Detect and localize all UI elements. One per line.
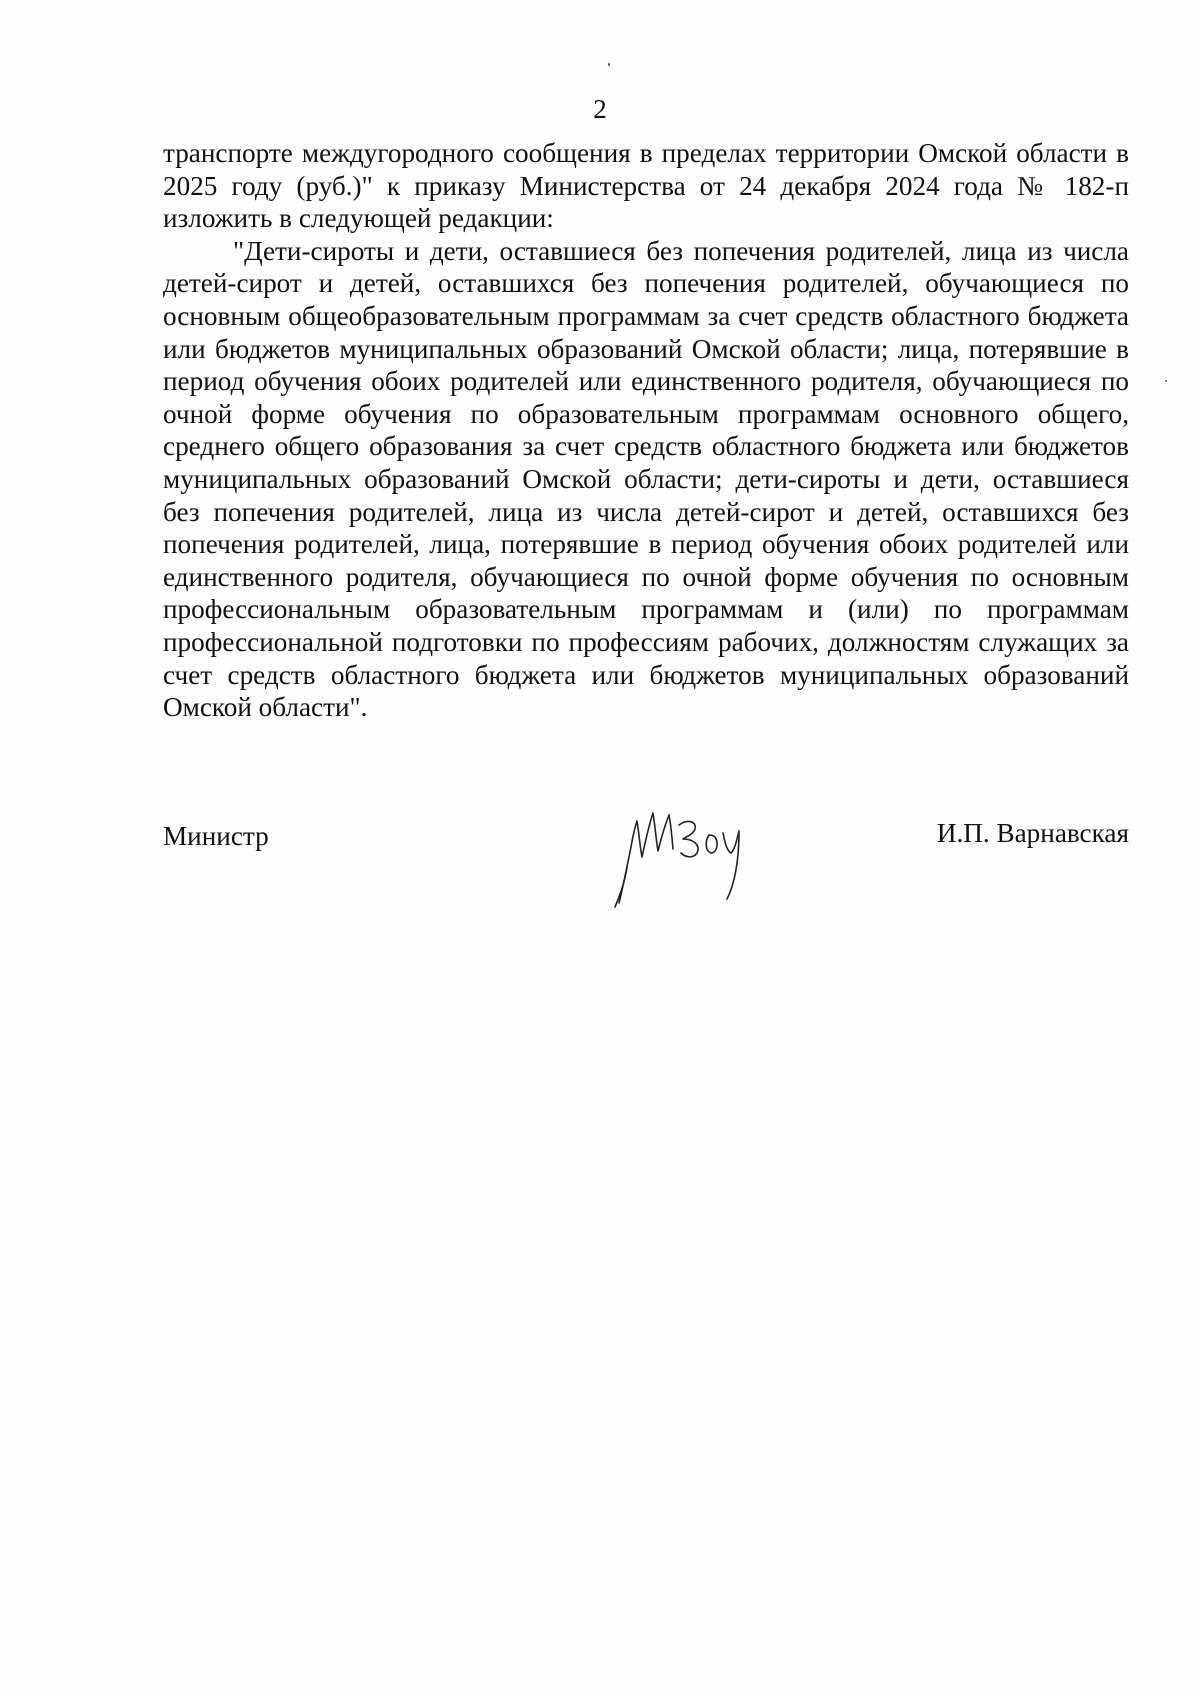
handwritten-signature <box>605 795 805 925</box>
paragraph-amended-text: "Дети-сироты и дети, оставшиеся без попечения родителей, лица из числа детей-сирот и детей, оставшихся без попечения родителей, обучающиеся по основным общеобразовательным программам за счет средств областного бюджета или бюджетов муниципальных образований Омской области; лица, потерявшие в период обучения обоих родителей или единственного родителя, обучающиеся по очной форме обучения по образовательным программам основного общего, среднего общего образования за счет средств областного бюджета или бюджетов муниципальных образований Омской области; дети-сироты и дети, оставшиеся без попечения родителей, лица из числа детей-сирот и детей, оставшихся без попечения родителей, лица, потерявшие в период обучения обоих родителей или единственного родителя, обучающиеся по очной форме обучения по основным профессиональным образовательным программам и (или) по программам профессиональной подготовки по профессиям рабочих, должностям служащих за счет средств областного бюджета или бюджетов муниципальных образований Омской области". <box>163 235 1129 723</box>
scan-speck <box>1165 380 1167 382</box>
paragraph-continuation: транспорте междугородного сообщения в пределах территории Омской области в 2025 году (руб.)" к приказу Министерства от 24 декабря 2024 года № 182-п изложить в следующей редакции: <box>163 138 1129 234</box>
scan-speck <box>608 63 610 66</box>
signatory-name: И.П. Варнавская <box>936 818 1129 848</box>
page-number: 2 <box>593 94 607 124</box>
document-body <box>163 137 1129 724</box>
signatory-position: Министр <box>163 821 269 851</box>
